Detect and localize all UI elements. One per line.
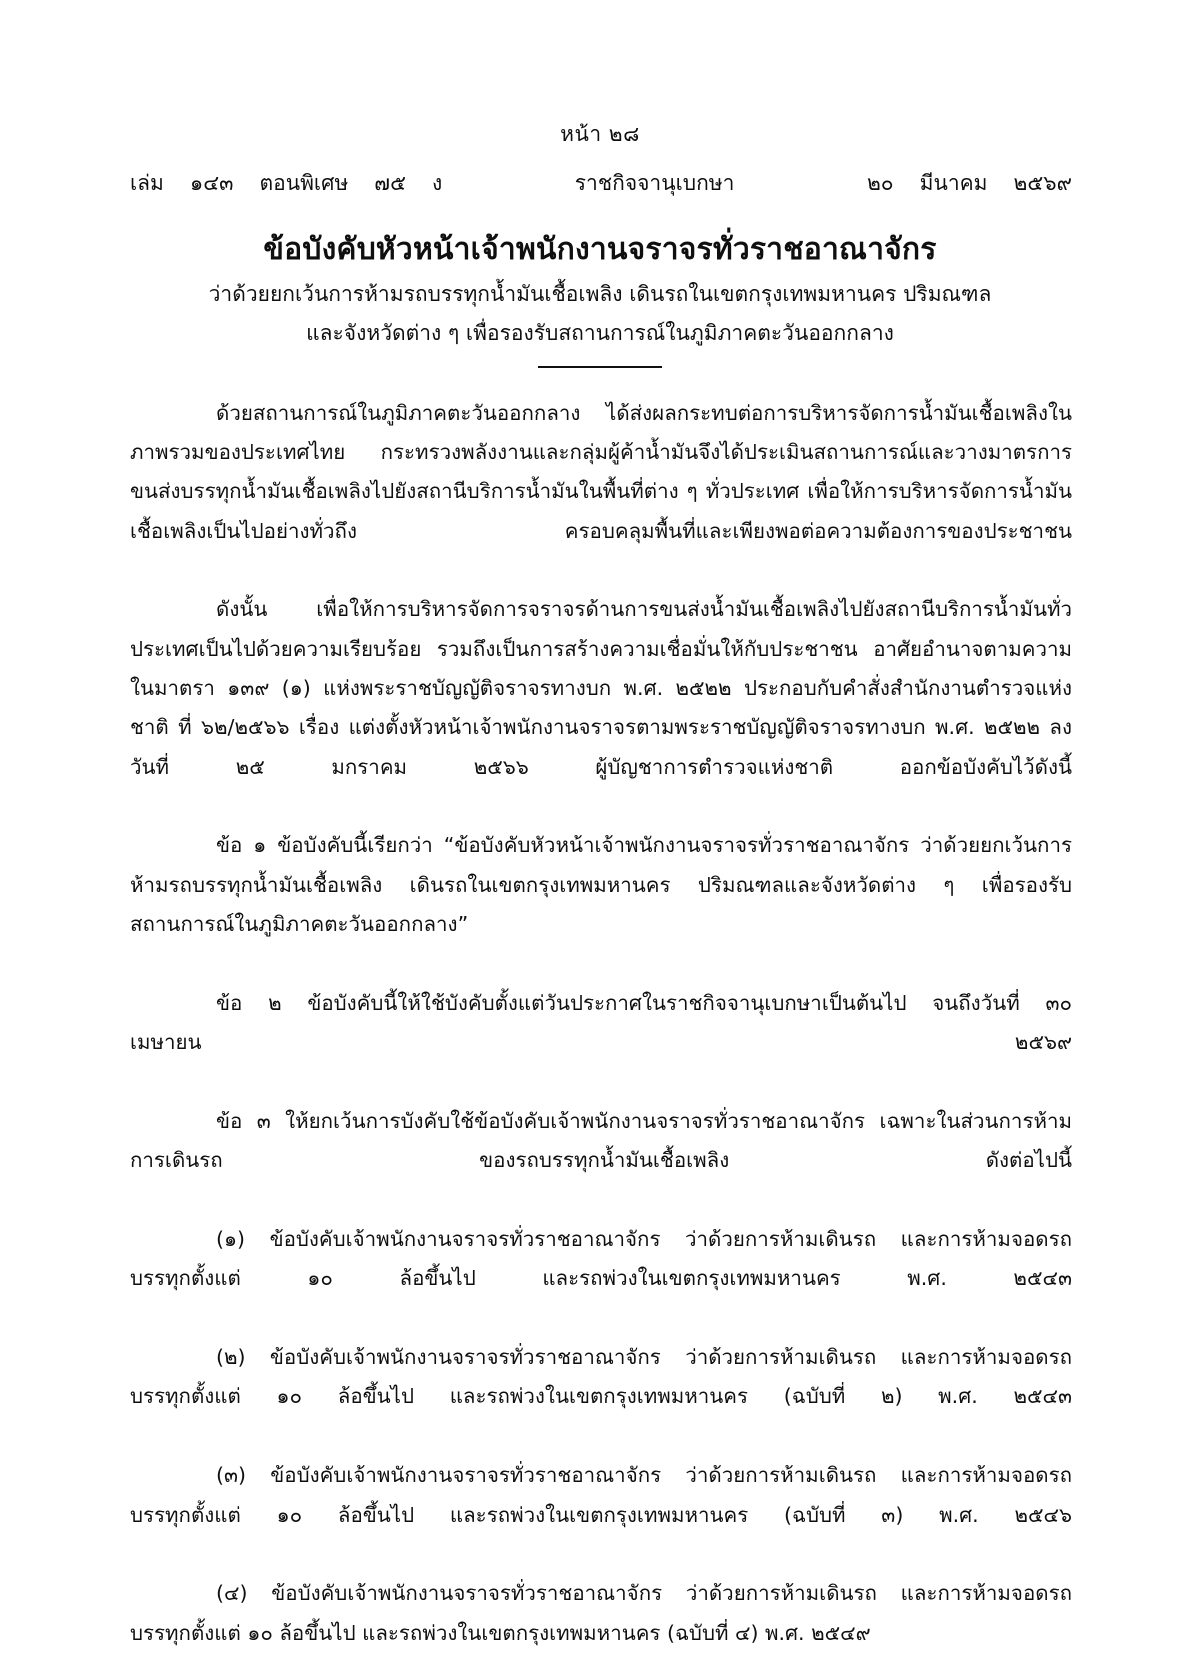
clause-2: ข้อ ๒ ข้อบังคับนี้ให้ใช้บังคับตั้งแต่วันประกาศในราชกิจจานุเบกษาเป็นต้นไป จนถึงวันที่ ๓๐ เมษายน ๒๕๖๙ <box>130 984 1072 1102</box>
doc-subtitle-line-1: ว่าด้วยยกเว้นการห้ามรถบรรทุกน้ำมันเชื้อเพลิง เดินรถในเขตกรุงเทพมหานคร ปริมณฑล <box>120 279 1080 311</box>
clause-3-item-1: (๑) ข้อบังคับเจ้าพนักงานจราจรทั่วราชอาณาจักร ว่าด้วยการห้ามเดินรถ และการห้ามจอดรถบรรทุกตั้งแต่ ๑๐ ล้อขึ้นไป และรถพ่วงในเขตกรุงเทพมหานคร พ.ศ. ๒๕๔๓ <box>130 1220 1072 1338</box>
clause-3-item-2: (๒) ข้อบังคับเจ้าพนักงานจราจรทั่วราชอาณาจักร ว่าด้วยการห้ามเดินรถ และการห้ามจอดรถบรรทุกตั้งแต่ ๑๐ ล้อขึ้นไป และรถพ่วงในเขตกรุงเทพมหานคร (ฉบับที่ ๒) พ.ศ. ๒๕๔๓ <box>130 1338 1072 1456</box>
header-volume-group <box>130 167 442 200</box>
clause-1: ข้อ ๑ ข้อบังคับนี้เรียกว่า “ข้อบังคับหัวหน้าเจ้าพนักงานจราจรทั่วราชอาณาจักร ว่าด้วยยกเว้นการห้ามรถบรรทุกน้ำมันเชื้อเพลิง เดินรถในเขตกรุงเทพมหานคร ปริมณฑลและจังหวัดต่าง ๆ เพื่อรองรับสถานการณ์ในภูมิภาคตะวันออกกลาง” <box>130 826 1072 983</box>
paragraph-preamble-1: ด้วยสถานการณ์ในภูมิภาคตะวันออกกลาง ได้ส่งผลกระทบต่อการบริหารจัดการน้ำมันเชื้อเพลิงในภาพรวมของประเทศไทย กระทรวงพลังงานและกลุ่มผู้ค้าน้ำมันจึงได้ประเมินสถานการณ์และวางมาตรการขนส่งบรรทุกน้ำมันเชื้อเพลิงไปยังสถานีบริการน้ำมันในพื้นที่ต่าง ๆ ทั่วประเทศ เพื่อให้การบริหารจัดการน้ำมันเชื้อเพลิงเป็นไปอย่างทั่วถึง ครอบคลุมพื้นที่และเพียงพอต่อความต้องการของประชาชน <box>130 394 1072 591</box>
doc-subtitle-line-2: และจังหวัดต่าง ๆ เพื่อรองรับสถานการณ์ในภูมิภาคตะวันออกกลาง <box>120 318 1080 350</box>
clause-3-item-3: (๓) ข้อบังคับเจ้าพนักงานจราจรทั่วราชอาณาจักร ว่าด้วยการห้ามเดินรถ และการห้ามจอดรถบรรทุกตั้งแต่ ๑๐ ล้อขึ้นไป และรถพ่วงในเขตกรุงเทพมหานคร (ฉบับที่ ๓) พ.ศ. ๒๕๔๖ <box>130 1456 1072 1574</box>
gazette-name: ราชกิจจานุเบกษา <box>575 167 735 200</box>
document-body <box>0 394 1200 1653</box>
volume-number: ๑๔๓ <box>190 167 234 200</box>
gazette-header <box>0 167 1200 200</box>
date-year: ๒๕๖๙ <box>1014 167 1072 200</box>
page-number: หน้า ๒๘ <box>0 118 1200 151</box>
clause-3-item-4: (๔) ข้อบังคับเจ้าพนักงานจราจรทั่วราชอาณาจักร ว่าด้วยการห้ามเดินรถ และการห้ามจอดรถบรรทุกตั้งแต่ ๑๐ ล้อขึ้นไป และรถพ่วงในเขตกรุงเทพมหานคร (ฉบับที่ ๔) พ.ศ. ๒๕๔๙ <box>130 1574 1072 1653</box>
section-number: ๗๕ <box>374 167 406 200</box>
section-suffix: ง <box>432 167 442 200</box>
date-day: ๒๐ <box>867 167 894 200</box>
title-block <box>0 230 1200 368</box>
paragraph-preamble-2: ดังนั้น เพื่อให้การบริหารจัดการจราจรด้านการขนส่งน้ำมันเชื้อเพลิงไปยังสถานีบริการน้ำมันทั่วประเทศเป็นไปด้วยความเรียบร้อย รวมถึงเป็นการสร้างความเชื่อมั่นให้กับประชาชน อาศัยอำนาจตามความในมาตรา ๑๓๙ (๑) แห่งพระราชบัญญัติจราจรทางบก พ.ศ. ๒๕๒๒ ประกอบกับคำสั่งสำนักงานตำรวจแห่งชาติ ที่ ๖๒/๒๕๖๖ เรื่อง แต่งตั้งหัวหน้าเจ้าพนักงานจราจรตามพระราชบัญญัติจราจรทางบก พ.ศ. ๒๕๒๒ ลงวันที่ ๒๕ มกราคม ๒๕๖๖ ผู้บัญชาการตำรวจแห่งชาติ ออกข้อบังคับไว้ดังนี้ <box>130 590 1072 826</box>
section-label: ตอนพิเศษ <box>259 167 348 200</box>
volume-label: เล่ม <box>130 167 164 200</box>
date-month: มีนาคม <box>920 167 988 200</box>
page-title: ข้อบังคับหัวหน้าเจ้าพนักงานจราจรทั่วราชอาณาจักร <box>120 230 1080 271</box>
title-divider <box>538 366 662 368</box>
clause-3: ข้อ ๓ ให้ยกเว้นการบังคับใช้ข้อบังคับเจ้าพนักงานจราจรทั่วราชอาณาจักร เฉพาะในส่วนการห้ามการเดินรถ ของรถบรรทุกน้ำมันเชื้อเพลิง ดังต่อไปนี้ <box>130 1102 1072 1220</box>
header-date-group <box>867 167 1072 200</box>
